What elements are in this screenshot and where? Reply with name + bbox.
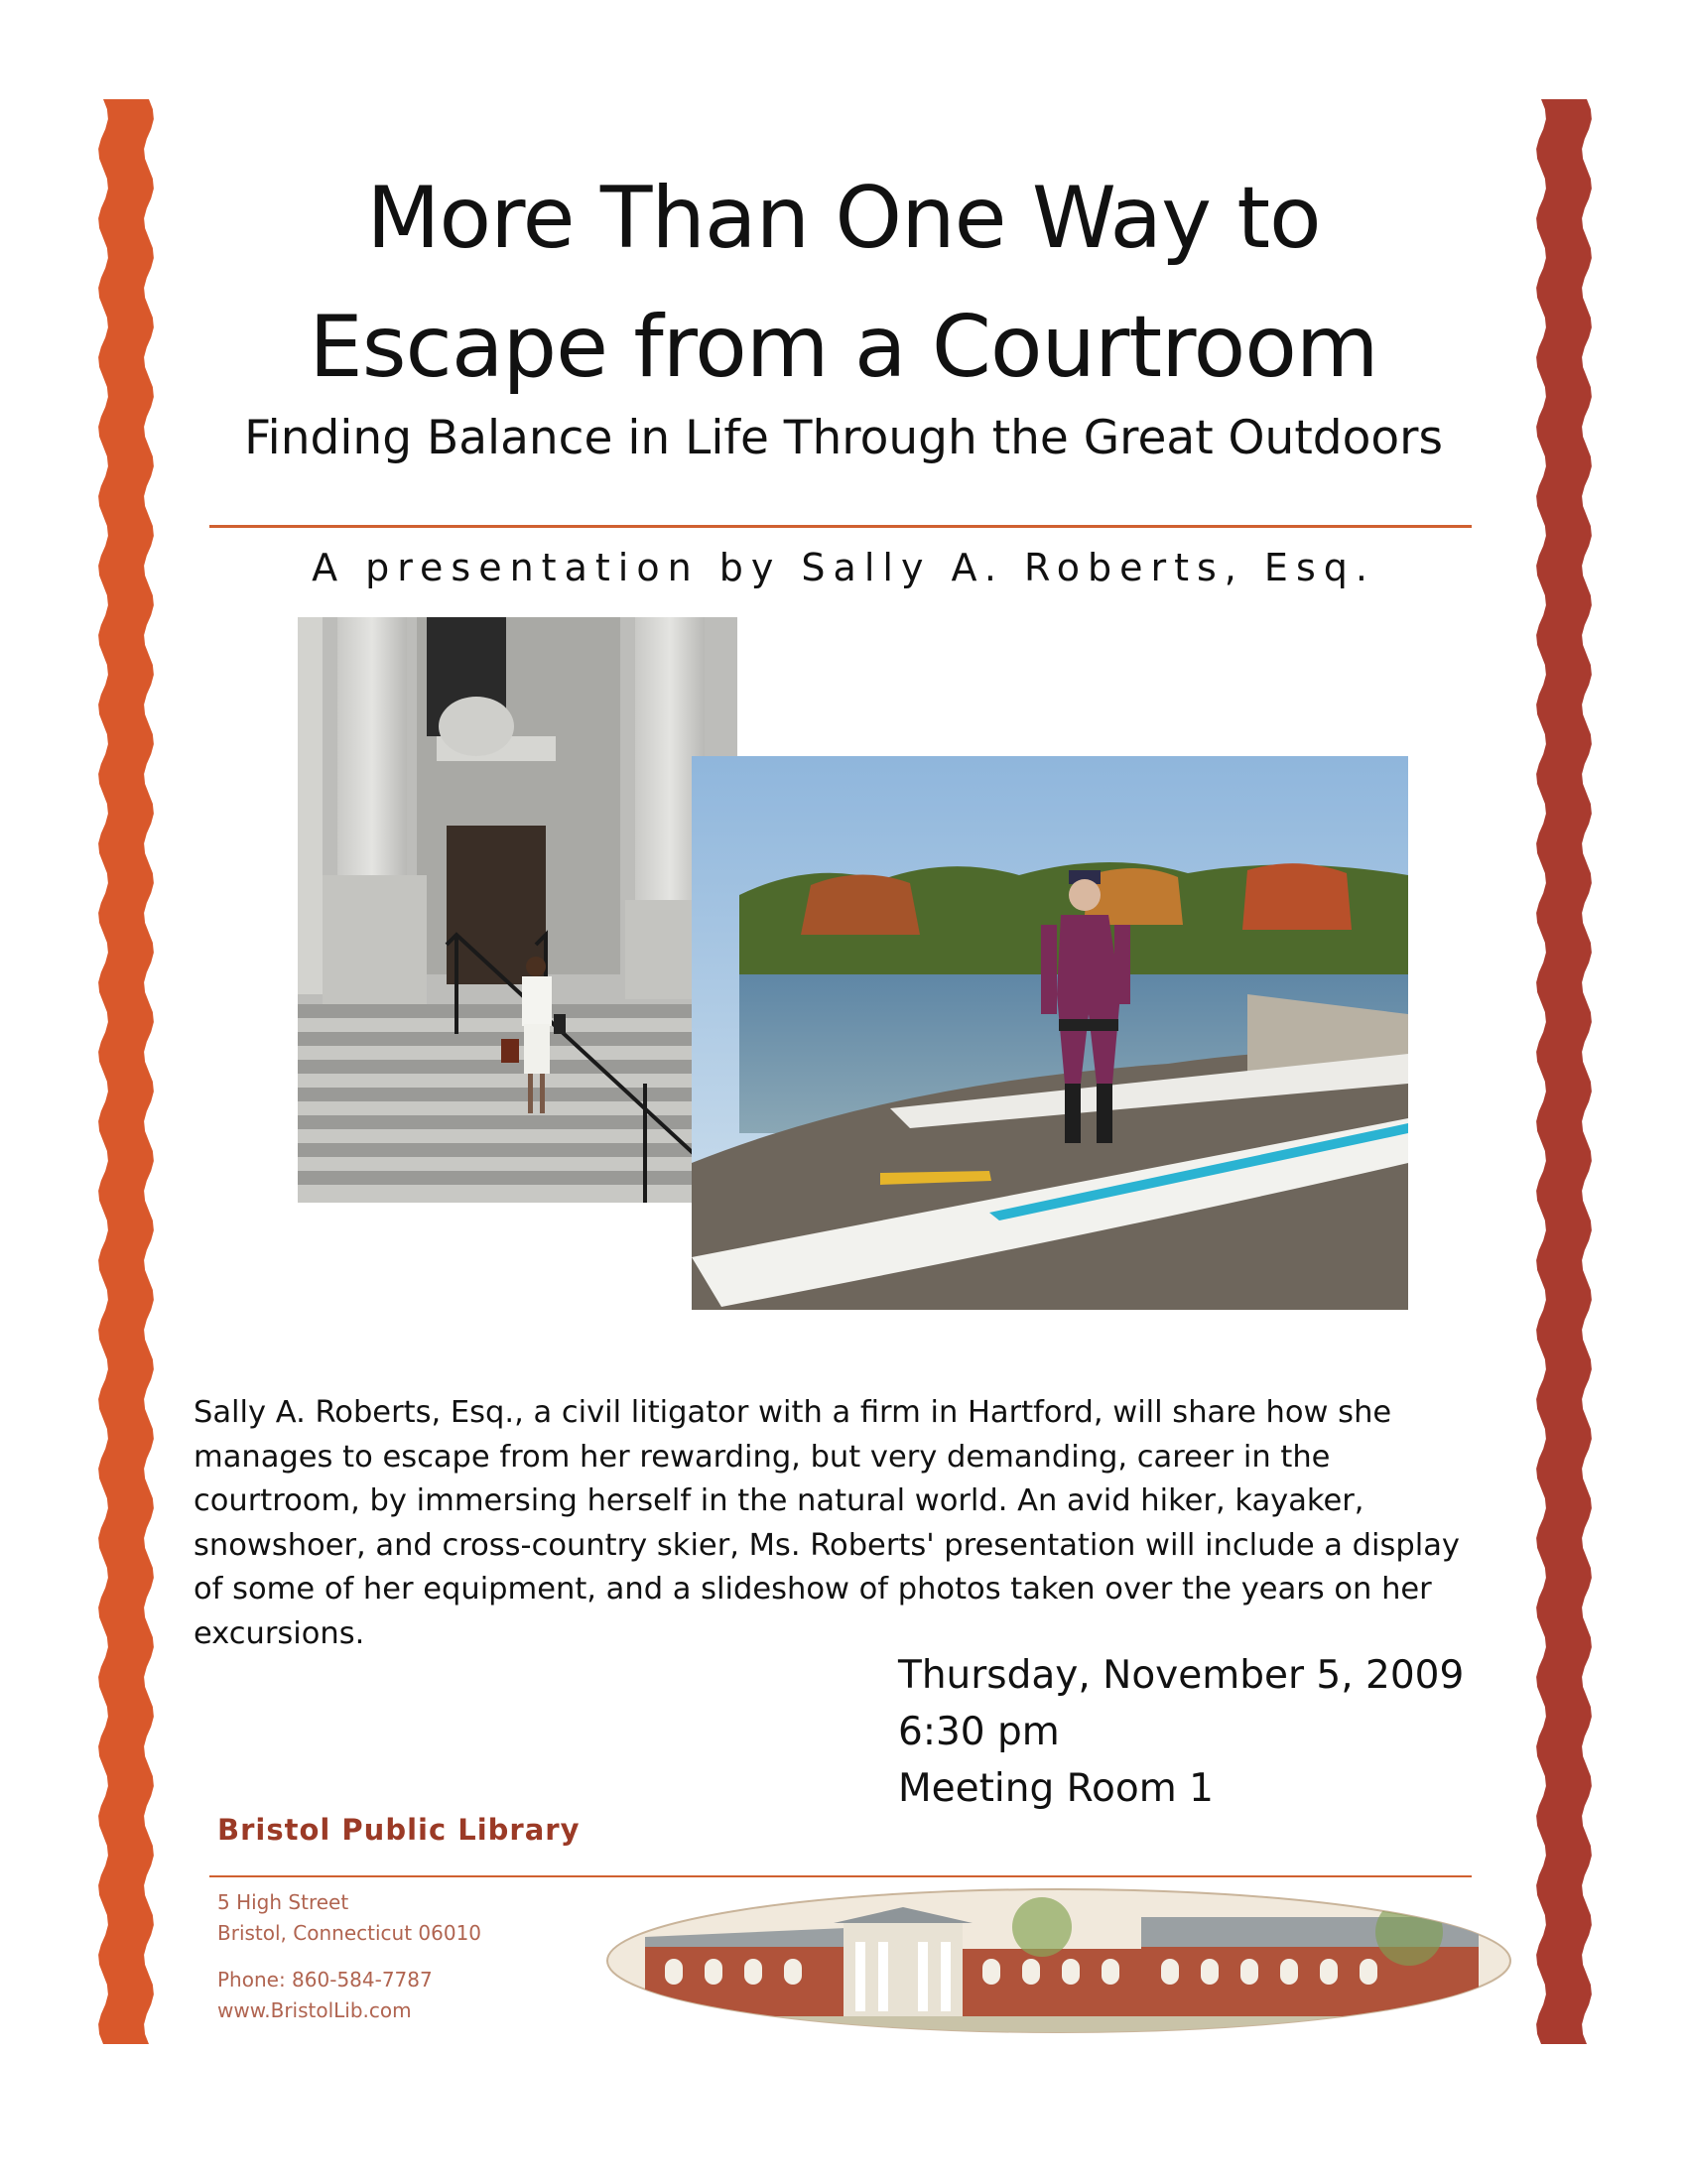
flyer-subtitle: Finding Balance in Life Through the Great Outdoors bbox=[244, 411, 1443, 465]
event-details bbox=[898, 1647, 1464, 1817]
left-wavy-border bbox=[98, 99, 154, 2044]
title-line-1: More Than One Way to bbox=[366, 169, 1321, 268]
library-street: 5 High Street bbox=[217, 1890, 349, 1914]
title-line-2: Escape from a Courtroom bbox=[309, 298, 1378, 397]
library-city: Bristol, Connecticut 06010 bbox=[217, 1921, 482, 1945]
event-description: Sally A. Roberts, Esq., a civil litigator with a firm in Hartford, will share how she manages to escape from her rewarding, but very demanding, career in the courtroom, by immersing herself in the natural world. An avid hiker, kayaker, snowshoer, and cross-country skier, Ms. Roberts' presentation will include a display of some of her equipment, and a slideshow of photos taken over the years on her excursions. bbox=[194, 1395, 1460, 1651]
presenter-line: A presentation by Sally A. Roberts, Esq. bbox=[312, 546, 1375, 589]
bottom-divider bbox=[209, 1875, 1472, 1877]
flyer-title bbox=[159, 154, 1528, 412]
event-time: 6:30 pm bbox=[898, 1710, 1060, 1754]
kayak-shoreline-photo bbox=[692, 756, 1408, 1310]
event-location: Meeting Room 1 bbox=[898, 1766, 1214, 1811]
library-building-illustration bbox=[605, 1887, 1513, 2034]
library-phone: Phone: 860-584-7787 bbox=[217, 1968, 433, 1991]
top-divider bbox=[209, 525, 1472, 528]
library-website[interactable]: www.BristolLib.com bbox=[217, 1998, 412, 2022]
library-address bbox=[217, 1887, 481, 2026]
right-wavy-border bbox=[1536, 99, 1592, 2044]
courthouse-steps-photo bbox=[298, 617, 737, 1203]
library-name: Bristol Public Library bbox=[217, 1813, 581, 1847]
event-date: Thursday, November 5, 2009 bbox=[898, 1653, 1465, 1698]
